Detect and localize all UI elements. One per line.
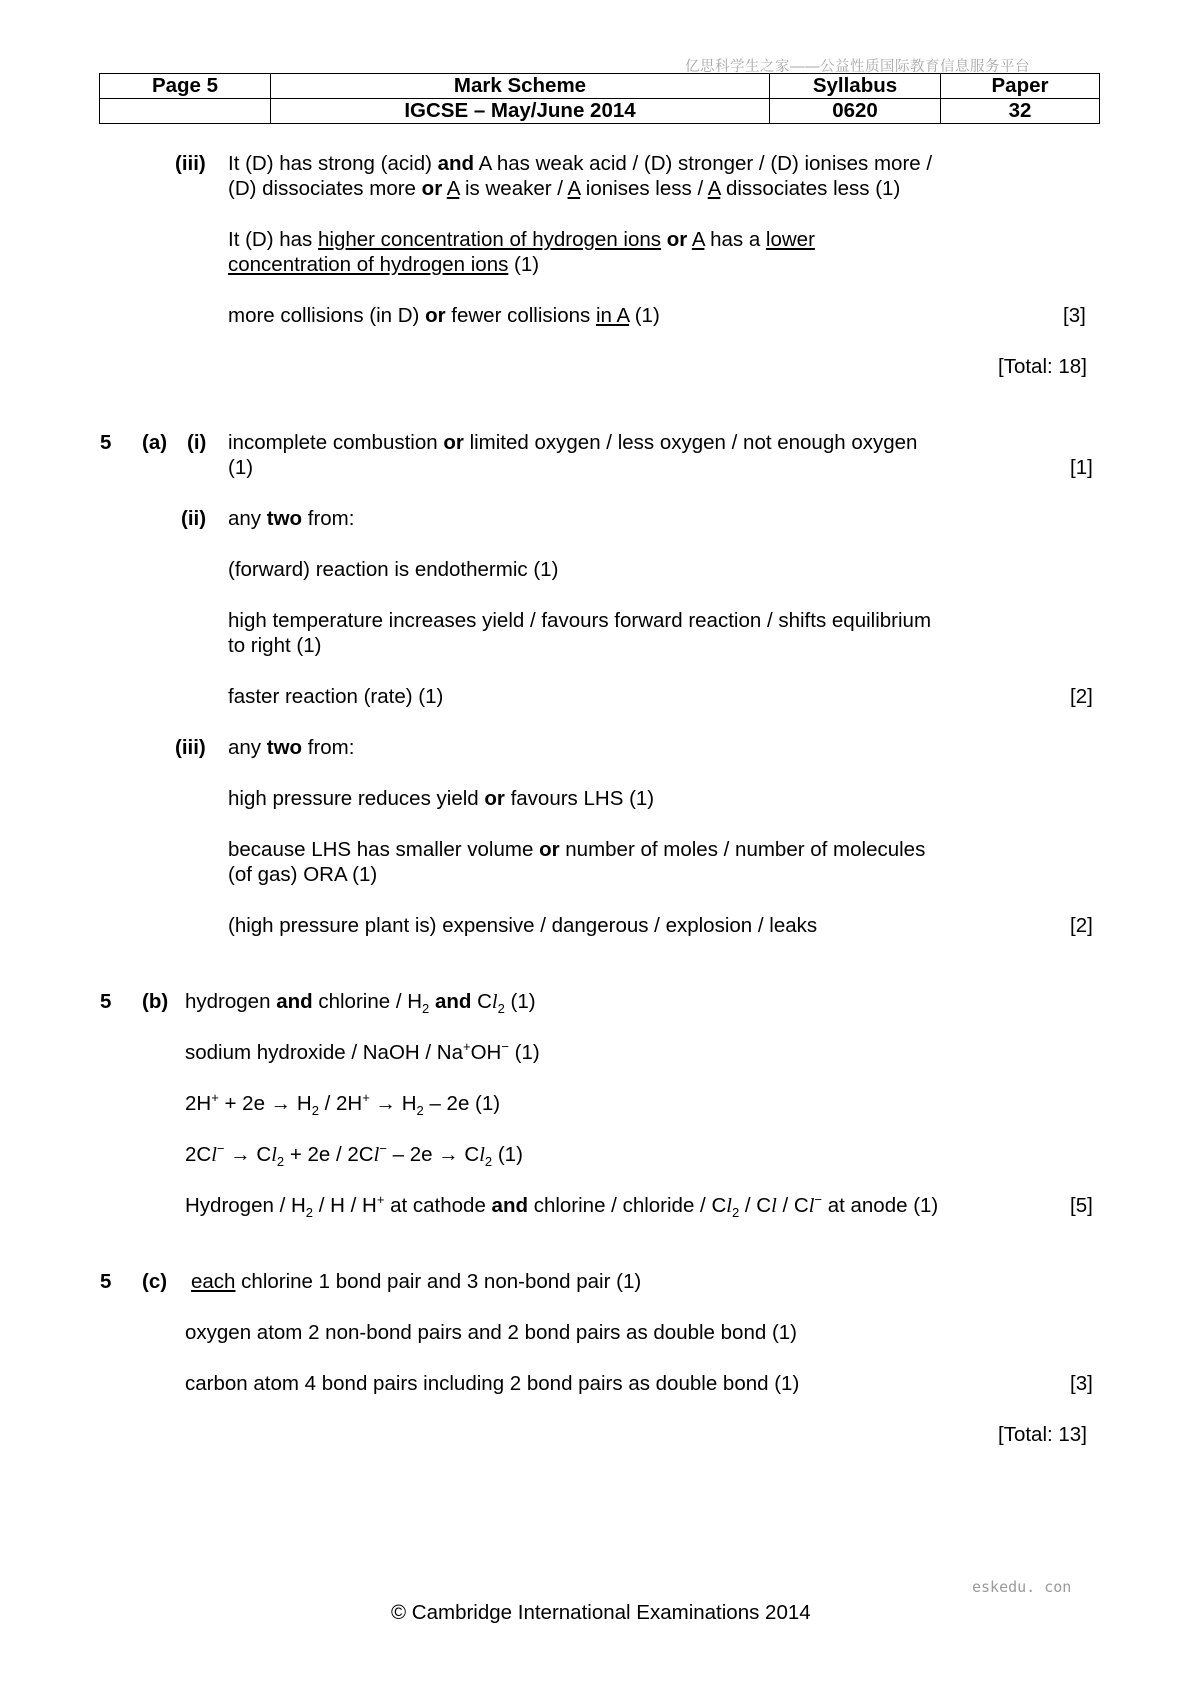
header-table: [99, 73, 1100, 124]
q5b-line4: $2Cl^- \to Cl_2 + 2e / 2Cl^- - 2e \to Cl_2$ (1): [185, 1141, 523, 1170]
q5c-line2: oxygen atom 2 non-bond pairs and 2 bond pairs as double bond (1): [185, 1321, 798, 1344]
q4-iii-line2: (D) dissociates more or A is weaker / A ionises less / A dissociates less (1): [228, 177, 901, 200]
q5c-part-label: (c): [142, 1270, 168, 1293]
q5a-ii-intro: any two from:: [228, 507, 355, 530]
paper-label: Paper: [941, 74, 1100, 99]
q5c-line1: each chlorine 1 bond pair and 3 non-bond pair (1): [191, 1270, 642, 1293]
q5a-part-label: (a): [142, 431, 168, 454]
exam-name: IGCSE – May/June 2014: [271, 99, 770, 124]
q4-iii-line5: more collisions (in D) or fewer collisions in A (1): [228, 304, 660, 327]
q5a-i-mark: [1]: [1070, 456, 1093, 479]
header-empty-cell: [100, 99, 271, 124]
q5b-line5: Hydrogen / $H_2$ / H / H+ at cathode and chlorine / chloride / $Cl_2$ / Cl / Cl− at anode (1): [185, 1192, 939, 1221]
q5a-i-line1: incomplete combustion or limited oxygen / less oxygen / not enough oxygen: [228, 431, 918, 454]
q5c-question-number: 5: [100, 1270, 112, 1293]
watermark-top: 亿思科学生之家——公益性质国际教育信息服务平台: [685, 59, 1030, 75]
q5c-line3: carbon atom 4 bond pairs including 2 bond pairs as double bond (1): [185, 1372, 800, 1395]
watermark-bottom: eskedu. con: [972, 1578, 1072, 1596]
q5a-i-line2: (1): [228, 456, 254, 479]
q4-iii-line1: It (D) has strong (acid) and A has weak acid / (D) stronger / (D) ionises more /: [228, 152, 933, 175]
paper-number: 32: [941, 99, 1100, 124]
q5a-iii-number: (iii): [175, 736, 206, 759]
q5-total: [Total: 13]: [998, 1423, 1087, 1446]
q4-iii-line4: concentration of hydrogen ions (1): [228, 253, 540, 276]
q5a-iii-point2-line1: because LHS has smaller volume or number of moles / number of molecules: [228, 838, 926, 861]
q4-iii-mark: [3]: [1063, 304, 1086, 327]
q5b-part-label: (b): [142, 990, 169, 1013]
syllabus-code: 0620: [770, 99, 941, 124]
q5c-mark: [3]: [1070, 1372, 1093, 1395]
q5a-iii-point3: (high pressure plant is) expensive / dangerous / explosion / leaks: [228, 914, 818, 937]
page-label: Page 5: [100, 74, 271, 99]
q5b-mark: [5]: [1070, 1194, 1093, 1217]
q5a-ii-number: (ii): [181, 507, 207, 530]
footer-copyright: © Cambridge International Examinations 2014: [391, 1601, 811, 1624]
q5b-question-number: 5: [100, 990, 112, 1013]
q5a-iii-mark: [2]: [1070, 914, 1093, 937]
q5a-i-number: (i): [187, 431, 207, 454]
q5a-iii-point2-line2: (of gas) ORA (1): [228, 863, 378, 886]
q4-iii-line3: It (D) has higher concentration of hydrogen ions or A has a lower: [228, 228, 815, 251]
q5a-iii-intro: any two from:: [228, 736, 355, 759]
doc-title: Mark Scheme: [271, 74, 770, 99]
q5a-iii-point1: high pressure reduces yield or favours LHS (1): [228, 787, 655, 810]
q5b-line3: $2H^+ + 2e \to H_2 / 2H^+ \to H_2 - 2e$ (1): [185, 1090, 501, 1119]
q4-total: [Total: 18]: [998, 355, 1087, 378]
q5a-ii-point3: faster reaction (rate) (1): [228, 685, 444, 708]
q5a-ii-point2-line2: to right (1): [228, 634, 322, 657]
q5a-question-number: 5: [100, 431, 112, 454]
q5a-ii-point2-line1: high temperature increases yield / favours forward reaction / shifts equilibrium: [228, 609, 932, 632]
q5a-ii-mark: [2]: [1070, 685, 1093, 708]
q4-iii-number: (iii): [175, 152, 206, 175]
syllabus-label: Syllabus: [770, 74, 941, 99]
q5a-ii-point1: (forward) reaction is endothermic (1): [228, 558, 559, 581]
q5b-line1: hydrogen and chlorine / $H_2$ and $Cl_2$ (1): [185, 990, 536, 1017]
q5b-line2: sodium hydroxide / NaOH / Na+OH− (1): [185, 1039, 540, 1064]
